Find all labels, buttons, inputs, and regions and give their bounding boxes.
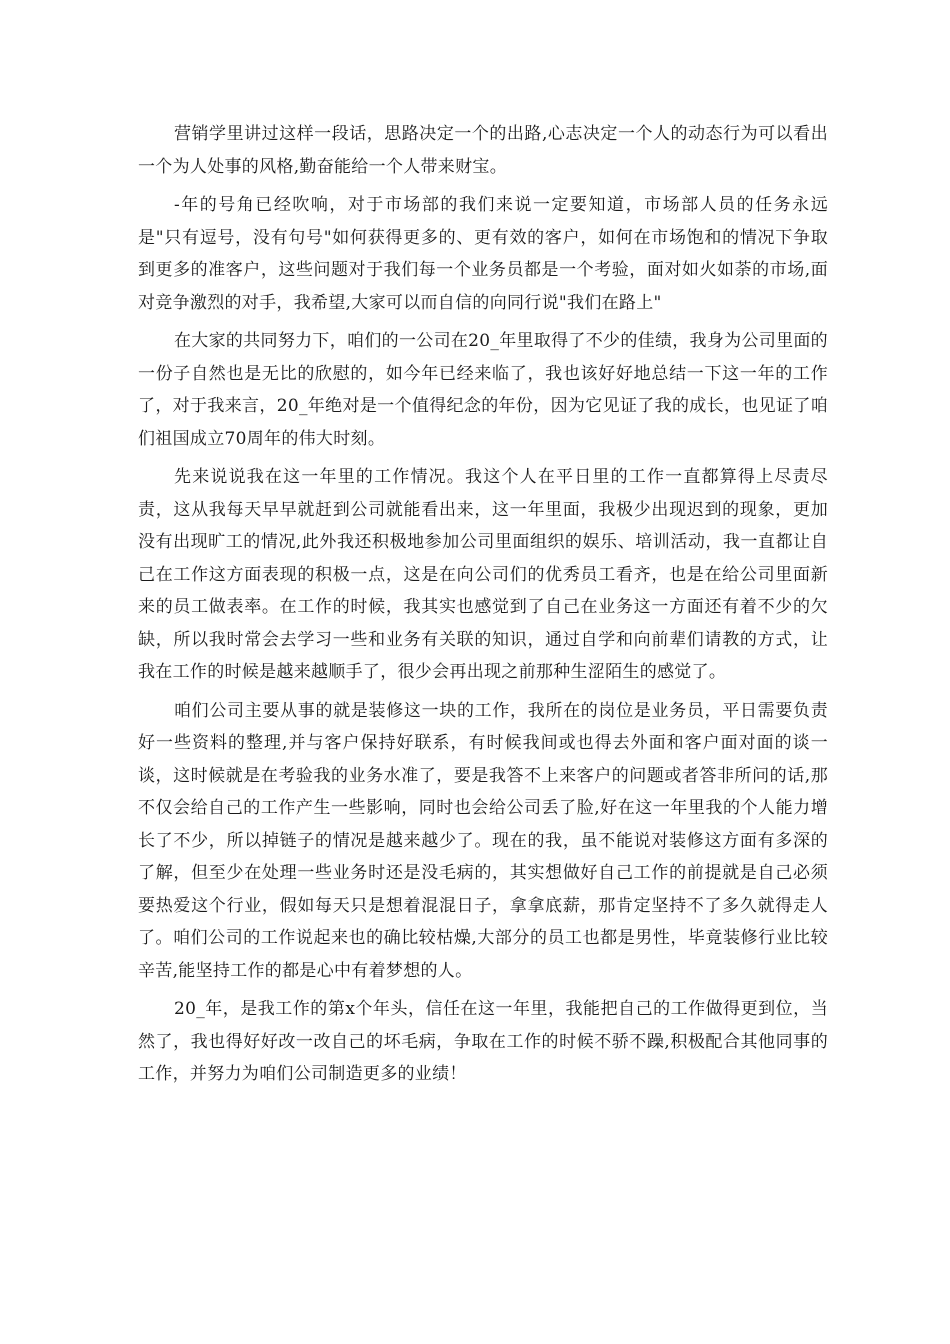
paragraph-1: 营销学里讲过这样一段话，思路决定一个的出路,心志决定一个人的动态行为可以看出一个为人处事的风格,勤奋能给一个人带来财宝。: [138, 124, 828, 177]
paragraph-2: -年的号角已经吹响，对于市场部的我们来说一定要知道，市场部人员的任务永远是"只有逗号，没有句号"如何获得更多的、更有效的客户，如何在市场饱和的情况下争取到更多的准客户，这些问题对于我们每一个业务员都是一个考验，面对如火如荼的市场,面对竞争激烈的对手，我希望,大家可以而自信的向同行说"我们在路上": [138, 195, 828, 313]
paragraph-6: 20_年，是我工作的第x个年头，信任在这一年里，我能把自己的工作做得更到位，当然了，我也得好好改一改自己的坏毛病，争取在工作的时候不骄不躁,积极配合其他同事的工作，并努力为咱们公司制造更多的业绩！: [138, 999, 828, 1084]
paragraph-5: 咱们公司主要从事的就是装修这一块的工作，我所在的岗位是业务员，平日需要负责好一些资料的整理,并与客户保持好联系，有时候我间或也得去外面和客户面对面的谈一谈，这时候就是在考验我的业务水准了，要是我答不上来客户的问题或者答非所问的话,那不仅会给自己的工作产生一些影响，同时也会给公司丢了脸,好在这一年里我的个人能力增长了不少，所以掉链子的情况是越来越少了。现在的我，虽不能说对装修这方面有多深的了解，但至少在处理一些业务时还是没毛病的，其实想做好自己工作的前提就是自己必须要热爱这个行业，假如每天只是想着混混日子，拿拿底薪，那肯定坚持不了多久就得走人了。咱们公司的工作说起来也的确比较枯燥,大部分的员工也都是男性，毕竟装修行业比较辛苦,能坚持工作的都是心中有着梦想的人。: [138, 700, 828, 981]
paragraph-4: 先来说说我在这一年里的工作情况。我这个人在平日里的工作一直都算得上尽责尽责，这从我每天早早就赶到公司就能看出来，这一年里面，我极少出现迟到的现象，更加没有出现旷工的情况,此外我还积极地参加公司里面组织的娱乐、培训活动，我一直都让自己在工作这方面表现的积极一点，这是在向公司们的优秀员工看齐，也是在给公司里面新来的员工做表率。在工作的时候，我其实也感觉到了自己在业务这一方面还有着不少的欠缺，所以我时常会去学习一些和业务有关联的知识，通过自学和向前辈们请教的方式，让我在工作的时候是越来越顺手了，很少会再出现之前那种生涩陌生的感觉了。: [138, 467, 828, 682]
paragraph-3: 在大家的共同努力下，咱们的一公司在20_年里取得了不少的佳绩，我身为公司里面的一份子自然也是无比的欣慰的，如今年已经来临了，我也该好好地总结一下这一年的工作了，对于我来言，20_年绝对是一个值得纪念的年份，因为它见证了我的成长，也见证了咱们祖国成立70周年的伟大时刻。: [138, 331, 828, 449]
document-body: [138, 118, 828, 1097]
